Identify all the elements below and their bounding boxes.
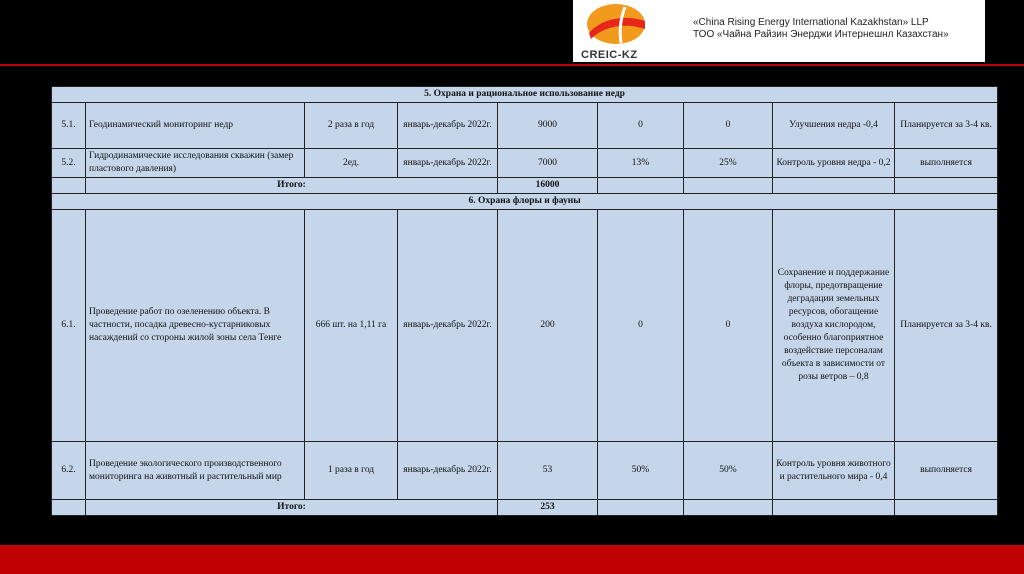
company-name-ru: ТОО «Чайна Райзин Энерджи Интернешнл Казахстан» [693, 29, 949, 40]
measure-status: Планируется за 3-4 кв. [895, 210, 998, 442]
measure-volume: 666 шт. на 1,11 га [305, 210, 398, 442]
measure-cost: 9000 [498, 103, 598, 149]
company-name [693, 17, 949, 41]
measure-status: выполняется [895, 149, 998, 178]
measure-progress-2: 50% [684, 442, 773, 500]
company-logo-icon [585, 3, 647, 49]
measure-cost: 200 [498, 210, 598, 442]
measure-progress-1: 0 [598, 103, 684, 149]
measure-name: Гидродинамические исследования скважин (замер пластового давления) [86, 149, 305, 178]
measure-volume: 2 раза в год [305, 103, 398, 149]
measure-progress-2: 25% [684, 149, 773, 178]
measure-result: Контроль уровня недра - 0,2 [773, 149, 895, 178]
row-number: 5.2. [52, 149, 86, 178]
measure-volume: 1 раза в год [305, 442, 398, 500]
row-number: 6.1. [52, 210, 86, 442]
measure-cost: 53 [498, 442, 598, 500]
header-divider [0, 64, 1024, 66]
measure-period: январь-декабрь 2022г. [398, 103, 498, 149]
measure-result: Улучшения недра -0,4 [773, 103, 895, 149]
section-header-row [52, 87, 998, 103]
footer-bar [0, 545, 1024, 574]
measure-name: Проведение экологического производственного мониторинга на животный и растительный мир [86, 442, 305, 500]
measure-progress-1: 50% [598, 442, 684, 500]
section-title: 6. Охрана флоры и фауны [52, 194, 998, 210]
total-label: Итого: [86, 178, 498, 194]
measure-name: Геодинамический мониторинг недр [86, 103, 305, 149]
measure-progress-2: 0 [684, 103, 773, 149]
measures-table [51, 86, 998, 516]
company-name-en: «China Rising Energy International Kazakhstan» LLP [693, 17, 929, 28]
measure-result: Контроль уровня животного и растительного мира - 0,4 [773, 442, 895, 500]
table-row [52, 149, 998, 178]
measure-progress-1: 13% [598, 149, 684, 178]
logo-text: CREIC-KZ [581, 49, 638, 61]
table-row [52, 103, 998, 149]
row-number: 5.1. [52, 103, 86, 149]
measure-status: выполняется [895, 442, 998, 500]
measure-volume: 2ед. [305, 149, 398, 178]
section-header-row [52, 194, 998, 210]
total-value: 253 [498, 500, 598, 516]
header-logo-box [573, 0, 985, 62]
measure-result: Сохранение и поддержание флоры, предотвращение деградации земельных ресурсов, обогащение воздуха кислородом, особенно благоприятное воздействие персоналам объекта в зависимости от розы ветров – 0,8 [773, 210, 895, 442]
total-row [52, 178, 998, 194]
row-number: 6.2. [52, 442, 86, 500]
measure-name: Проведение работ по озеленению объекта. В частности, посадка древесно-кустарниковых насаждений со стороны жилой зоны села Тенге [86, 210, 305, 442]
measure-progress-1: 0 [598, 210, 684, 442]
measure-progress-2: 0 [684, 210, 773, 442]
measure-cost: 7000 [498, 149, 598, 178]
measure-period: январь-декабрь 2022г. [398, 210, 498, 442]
measure-period: январь-декабрь 2022г. [398, 442, 498, 500]
table-row [52, 442, 998, 500]
total-label: Итого: [86, 500, 498, 516]
measure-status: Планируется за 3-4 кв. [895, 103, 998, 149]
total-value: 16000 [498, 178, 598, 194]
total-row [52, 500, 998, 516]
table-row [52, 210, 998, 442]
section-title: 5. Охрана и рациональное использование недр [52, 87, 998, 103]
measure-period: январь-декабрь 2022г. [398, 149, 498, 178]
